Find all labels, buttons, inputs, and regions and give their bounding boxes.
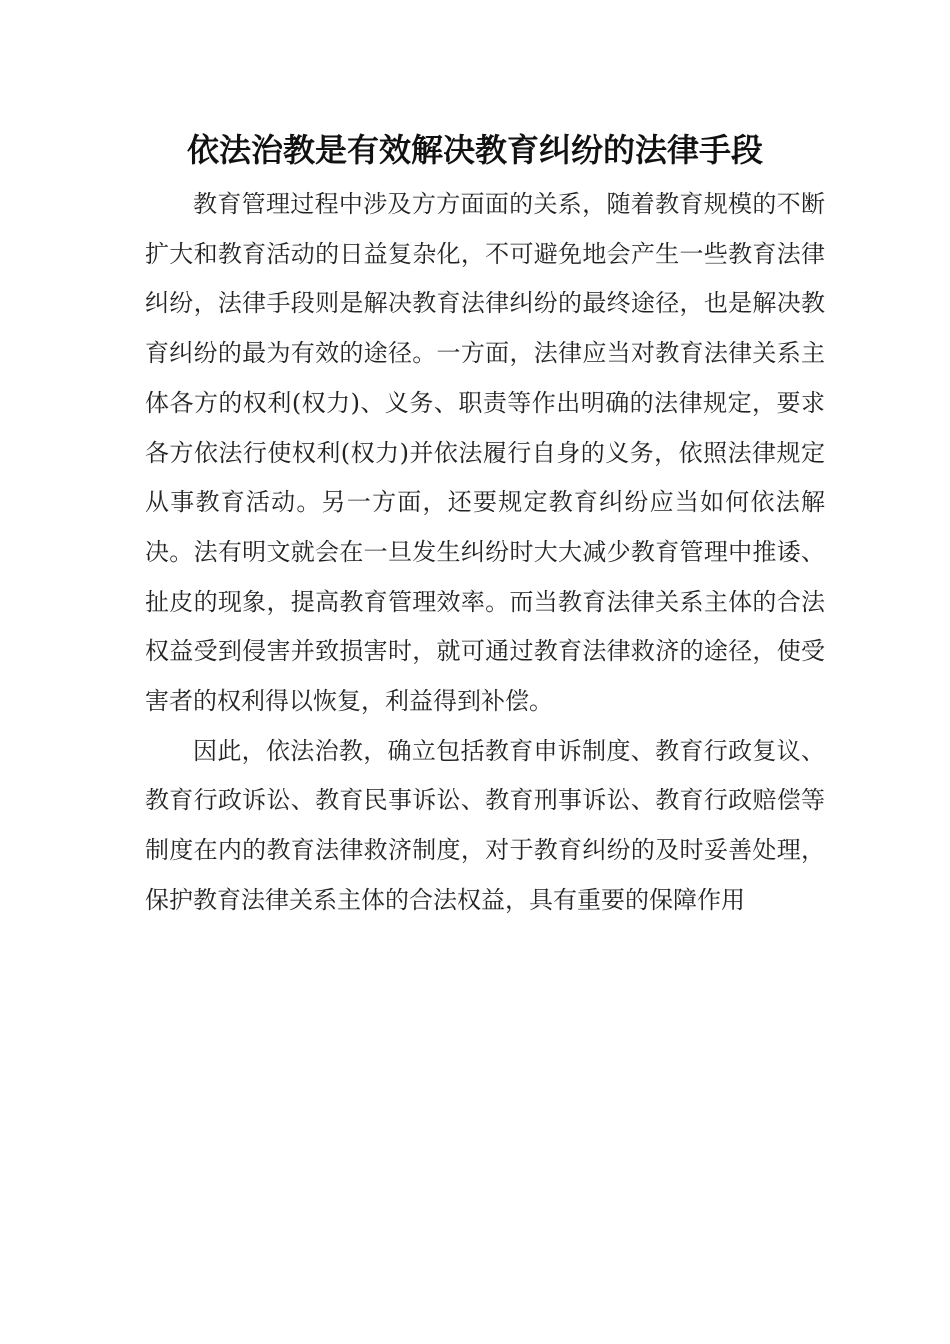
document-title: 依法治教是有效解决教育纠纷的法律手段 (186, 131, 763, 169)
document-body (145, 180, 825, 926)
body-paragraph-2: 因此，依法治教，确立包括教育申诉制度、教育行政复议、教育行政诉讼、教育民事诉讼、教育刑事诉讼、教育行政赔偿等制度在内的教育法律救济制度，对于教育纠纷的及时妥善处理，保护教育法律关系主体的合法权益，具有重要的保障作用 (145, 736, 825, 914)
body-paragraph-1: 教育管理过程中涉及方方面面的关系，随着教育规模的不断扩大和教育活动的日益复杂化，不可避免地会产生一些教育法律纠纷，法律手段则是解决教育法律纠纷的最终途径，也是解决教育纠纷的最为有效的途径。一方面，法律应当对教育法律关系主体各方的权利(权力)、义务、职责等作出明确的法律规定，要求各方依法行使权利(权力)并依法履行自身的义务，依照法律规定从事教育活动。另一方面，还要规定教育纠纷应当如何依法解决。法有明文就会在一旦发生纠纷时大大减少教育管理中推诿、扯皮的现象，提高教育管理效率。而当教育法律关系主体的合法权益受到侵害并致损害时，就可通过教育法律救济的途径，使受害者的权利得以恢复，利益得到补偿。 (145, 190, 825, 716)
